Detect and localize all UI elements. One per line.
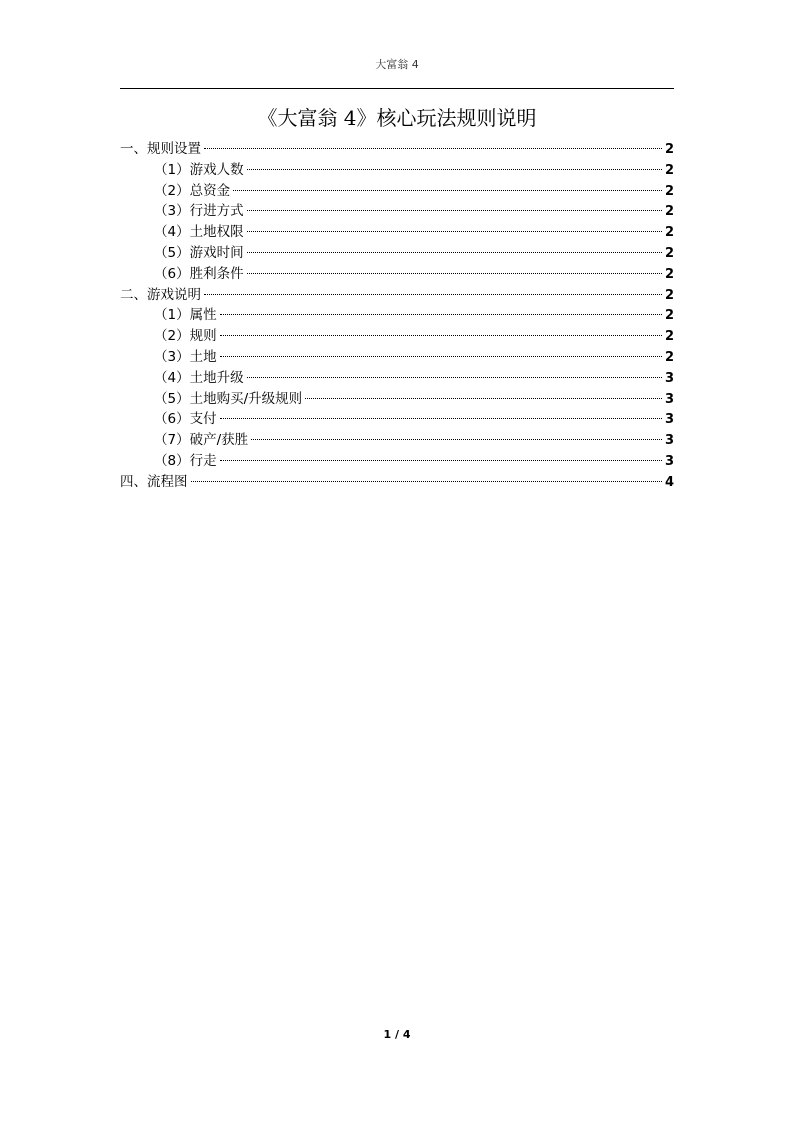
toc-entry-label: （3）土地 (154, 348, 217, 365)
toc-entry-label: （5）游戏时间 (154, 244, 244, 261)
toc-entry-page: 2 (664, 308, 674, 324)
toc-dot-leader (247, 231, 662, 232)
toc-entry-label: （4）土地升级 (154, 369, 244, 386)
toc-entry-page: 2 (664, 266, 674, 282)
toc-dot-leader (220, 335, 662, 336)
toc-entry[interactable] (120, 326, 674, 347)
toc-entry[interactable] (120, 181, 674, 202)
toc-dot-leader (204, 294, 662, 295)
header-divider (120, 88, 674, 89)
toc-entry[interactable] (120, 409, 674, 430)
toc-entry-page: 3 (664, 433, 674, 449)
toc-entry-page: 2 (664, 349, 674, 365)
document-title: 《大富翁 4》核心玩法规则说明 (257, 106, 537, 130)
page-header: 大富翁 4 (375, 58, 419, 71)
toc-entry-page: 2 (664, 225, 674, 241)
toc-entry-label: （6）胜利条件 (154, 265, 244, 282)
toc-entry-page: 3 (664, 391, 674, 407)
toc-dot-leader (247, 377, 662, 378)
toc-entry[interactable] (120, 430, 674, 451)
toc-entry-page: 2 (664, 162, 674, 178)
toc-entry-label: （6）支付 (154, 411, 217, 428)
toc-entry-label: （1）游戏人数 (154, 161, 244, 178)
toc-entry[interactable] (120, 285, 674, 306)
toc-dot-leader (247, 273, 662, 274)
toc-entry-page: 2 (664, 329, 674, 345)
toc-entry-label: （7）破产/获胜 (154, 432, 249, 449)
toc-entry-page: 3 (664, 370, 674, 386)
toc-entry[interactable] (120, 472, 674, 493)
toc-entry-label: （2）规则 (154, 328, 217, 345)
toc-entry[interactable] (120, 243, 674, 264)
toc-entry-page: 2 (664, 142, 674, 157)
toc-dot-leader (220, 356, 662, 357)
toc-entry[interactable] (120, 139, 674, 160)
table-of-contents (120, 139, 674, 493)
toc-entry-label: 二、游戏说明 (120, 286, 201, 303)
toc-dot-leader (204, 148, 662, 149)
toc-dot-leader (247, 252, 662, 253)
toc-entry-label: （8）行走 (154, 452, 217, 469)
toc-dot-leader (191, 481, 662, 482)
toc-entry[interactable] (120, 451, 674, 472)
toc-entry-label: 一、规则设置 (120, 141, 201, 157)
toc-entry-page: 2 (664, 287, 674, 303)
toc-entry-page: 2 (664, 183, 674, 199)
toc-dot-leader (305, 398, 662, 399)
toc-entry[interactable] (120, 347, 674, 368)
toc-dot-leader (220, 418, 662, 419)
page-number: 1 / 4 (383, 1028, 411, 1041)
toc-entry-label: （4）土地权限 (154, 224, 244, 241)
toc-entry[interactable] (120, 264, 674, 285)
toc-entry-page: 4 (664, 474, 674, 490)
toc-entry-page: 3 (664, 412, 674, 428)
toc-entry-label: （1）属性 (154, 307, 217, 324)
toc-dot-leader (247, 210, 662, 211)
toc-dot-leader (220, 314, 662, 315)
toc-entry[interactable] (120, 368, 674, 389)
toc-entry[interactable] (120, 305, 674, 326)
toc-entry[interactable] (120, 389, 674, 410)
toc-entry-page: 2 (664, 245, 674, 261)
toc-entry-label: （5）土地购买/升级规则 (154, 390, 303, 407)
toc-entry[interactable] (120, 222, 674, 243)
toc-dot-leader (251, 439, 662, 440)
toc-dot-leader (233, 190, 662, 191)
toc-dot-leader (247, 169, 662, 170)
toc-entry[interactable] (120, 201, 674, 222)
toc-entry-label: （2）总资金 (154, 182, 231, 199)
toc-entry-page: 2 (664, 204, 674, 220)
toc-entry[interactable] (120, 160, 674, 181)
toc-entry-page: 3 (664, 453, 674, 469)
toc-entry-label: 四、流程图 (120, 473, 188, 490)
toc-entry-label: （3）行进方式 (154, 203, 244, 220)
toc-dot-leader (220, 460, 662, 461)
